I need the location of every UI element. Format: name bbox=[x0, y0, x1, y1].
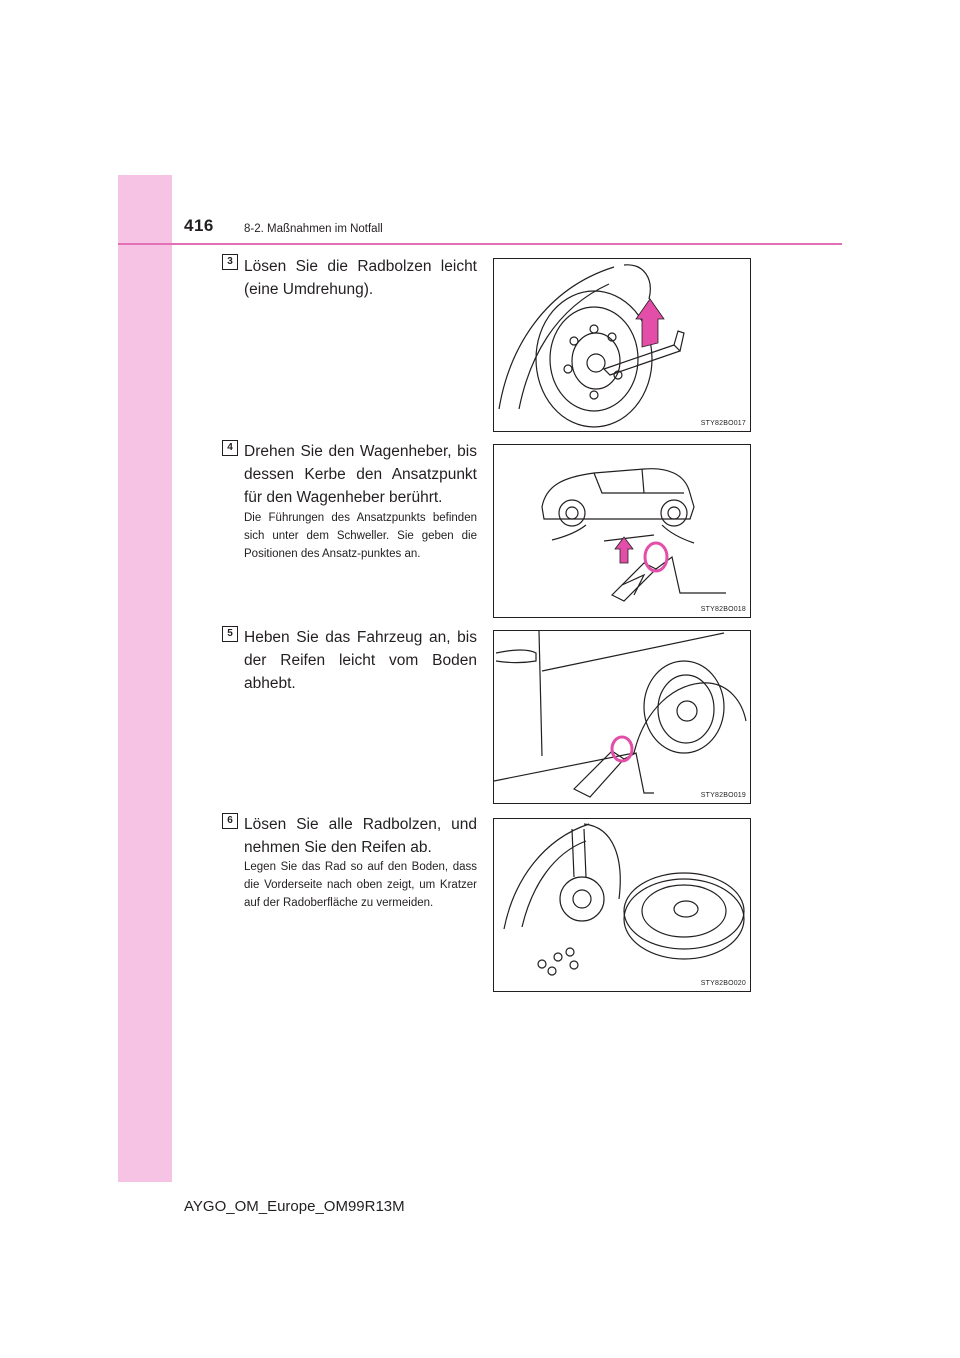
tire-removal-illustration bbox=[494, 819, 750, 991]
step-number-badge: 5 bbox=[222, 626, 238, 642]
sidebar-band bbox=[118, 175, 172, 1182]
step-number-badge: 3 bbox=[222, 254, 238, 270]
wheel-wrench-illustration bbox=[494, 259, 750, 431]
section-title: 8-2. Maßnahmen im Notfall bbox=[244, 223, 383, 235]
page-number: 416 bbox=[184, 216, 214, 235]
step-instruction: Heben Sie das Fahrzeug an, bis der Reifen leicht vom Boden abhebt. bbox=[244, 629, 477, 692]
step-instruction: Lösen Sie alle Radbolzen, und nehmen Sie den Reifen ab. bbox=[244, 816, 477, 856]
figure-code: STY82BO017 bbox=[700, 420, 746, 427]
figure-code: STY82BO020 bbox=[700, 980, 746, 987]
step-note: Legen Sie das Rad so auf den Boden, dass die Vorderseite nach oben zeigt, um Kratzer auf der Radoberfläche zu vermeiden. bbox=[244, 861, 477, 909]
header-divider bbox=[118, 243, 842, 245]
car-jack-illustration bbox=[494, 445, 750, 617]
step-number-badge: 6 bbox=[222, 813, 238, 829]
step-instruction: Lösen Sie die Radbolzen leicht (eine Umdrehung). bbox=[244, 258, 477, 298]
step-instruction: Drehen Sie den Wagenheber, bis dessen Kerbe den Ansatzpunkt für den Wagenheber berührt. bbox=[244, 443, 477, 506]
figure-code: STY82BO018 bbox=[700, 606, 746, 613]
step-note: Die Führungen des Ansatzpunkts befinden sich unter dem Schweller. Sie geben die Positionen des Ansatz-punktes an. bbox=[244, 512, 477, 560]
figure-remove-tire bbox=[493, 818, 751, 992]
figure-code: STY82BO019 bbox=[700, 792, 746, 799]
figure-raise-vehicle bbox=[493, 630, 751, 804]
step-number-badge: 4 bbox=[222, 440, 238, 456]
figure-loosen-wheel-nuts bbox=[493, 258, 751, 432]
document-id: AYGO_OM_Europe_OM99R13M bbox=[184, 1198, 405, 1215]
raised-vehicle-illustration bbox=[494, 631, 750, 803]
figure-jack-position bbox=[493, 444, 751, 618]
